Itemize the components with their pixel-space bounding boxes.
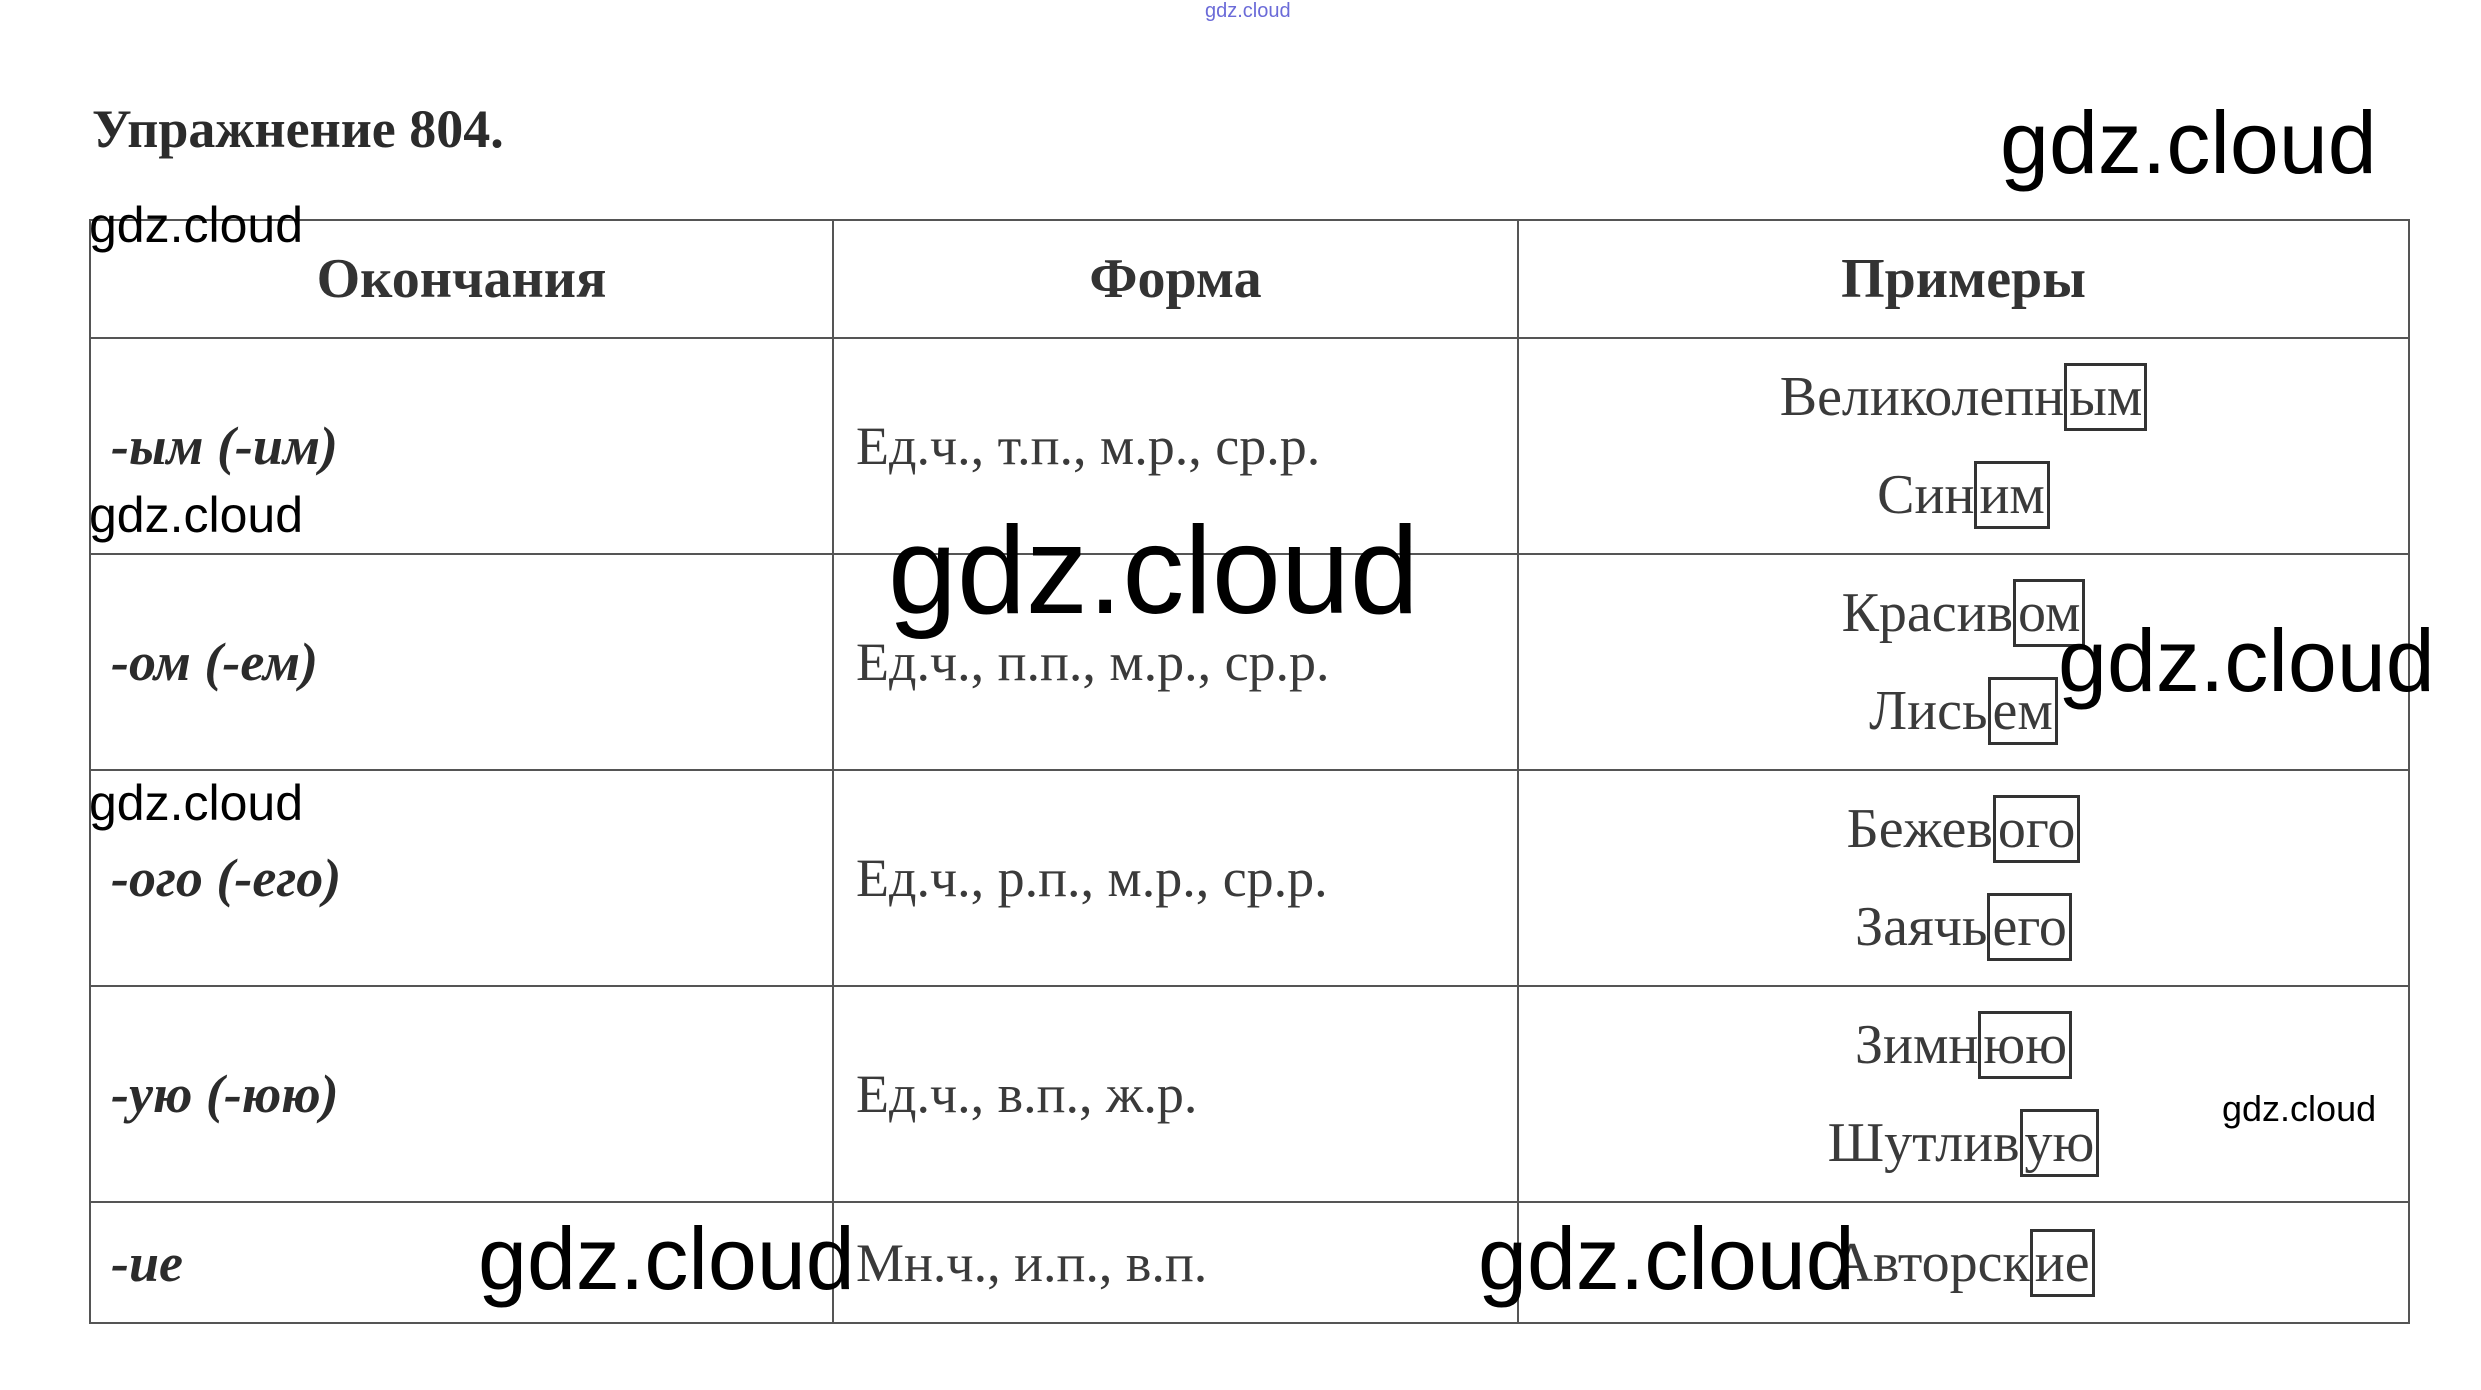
example-stem: Бежев [1846,798,1993,860]
example-stem: Син [1877,464,1975,526]
example-ending-box: ого [1993,795,2081,863]
exercise-title: Упражнение 804. [92,99,504,159]
table-row [90,770,2409,986]
header-form: Форма [833,220,1518,338]
example-ending-box: им [1974,461,2049,529]
example-stem: Заячь [1855,896,1988,958]
example-word [1519,780,2408,878]
example-stem: Лись [1869,680,1988,742]
example-word [1519,348,2408,446]
form-cell: Ед.ч., т.п., м.р., ср.р. [833,338,1518,554]
ending-cell: -ого (-его) [90,770,833,986]
example-stem: Авторск [1832,1231,2030,1294]
ending-cell: -ым (-им) [90,338,833,554]
watermark-center: gdz.cloud [888,502,1419,640]
example-ending-box: ым [2064,363,2147,431]
example-word [1519,878,2408,976]
example-ending-box: ом [2013,579,2085,647]
header-endings: Окончания [90,220,833,338]
watermark-left-3: gdz.cloud [89,775,304,831]
header-examples: Примеры [1518,220,2409,338]
watermark-right-mid: gdz.cloud [2058,611,2435,710]
example-ending-box: ую [2020,1109,2100,1177]
example-stem: Красив [1841,582,2014,644]
watermark-tiny: gdz.cloud [1205,0,1291,22]
ending-cell: -ую (-юю) [90,986,833,1202]
form-cell: Ед.ч., п.п., м.р., ср.р. [833,554,1518,770]
watermark-left-2: gdz.cloud [89,487,304,543]
endings-table [89,219,2410,1324]
example-ending-box: ем [1988,677,2058,745]
ending-cell: -ом (-ем) [90,554,833,770]
table-header-row [90,220,2409,338]
form-cell: Ед.ч., в.п., ж.р. [833,986,1518,1202]
watermark-right-small: gdz.cloud [2222,1088,2377,1129]
example-stem: Великолепн [1779,366,2065,428]
watermark-left-1: gdz.cloud [89,197,304,253]
table-row [90,1202,2409,1323]
ending-cell: -ие [90,1202,833,1323]
examples-cell [1518,338,2409,554]
watermark-bottom-mid: gdz.cloud [1478,1209,1855,1308]
watermark-top-right: gdz.cloud [2000,93,2377,192]
example-stem: Зимн [1854,1014,1979,1076]
example-word [1519,446,2408,544]
table-row [90,986,2409,1202]
form-cell: Ед.ч., р.п., м.р., ср.р. [833,770,1518,986]
example-ending-box: его [1987,893,2071,961]
watermark-bottom-left: gdz.cloud [478,1209,855,1308]
example-word [1519,996,2408,1094]
form-cell: Мн.ч., и.п., в.п. [833,1202,1518,1323]
examples-cell [1518,770,2409,986]
example-ending-box: ие [2030,1229,2095,1297]
example-ending-box: юю [1978,1011,2072,1079]
example-stem: Шутлив [1827,1112,2020,1174]
